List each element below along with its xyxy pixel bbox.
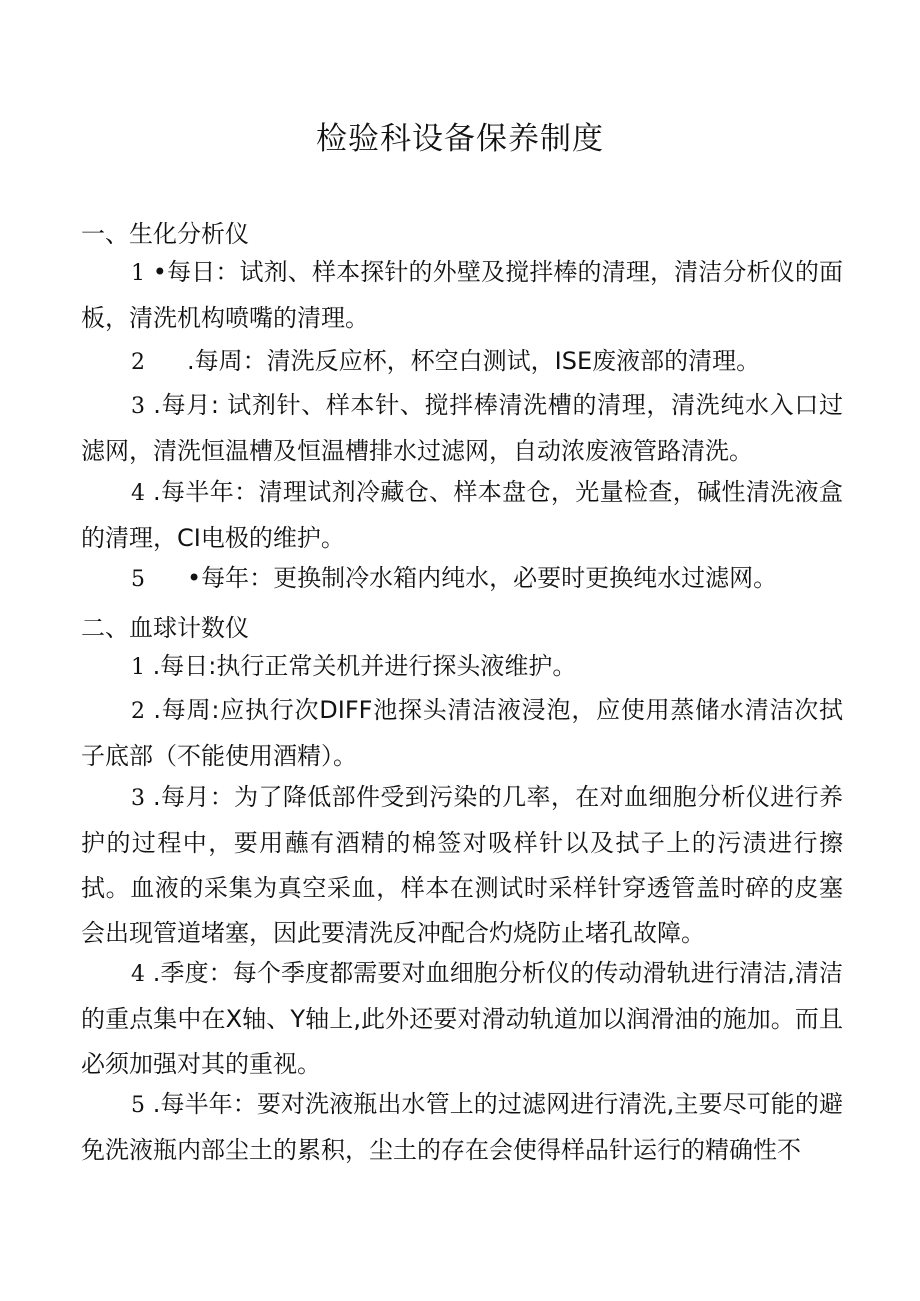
- item-number: 4: [131, 481, 145, 506]
- item-number: 1: [131, 655, 145, 680]
- item-number: 3: [131, 394, 145, 419]
- item-text: .每半年：要对洗液瓶出水管上的过滤网进行清洗,主要尽可能的避免洗液瓶内部尘土的累积，尘土的存在会使得样品针运行的精确性不: [81, 1090, 843, 1164]
- item-text: •每年：更换制冷水箱内纯水，必要时更换纯水过滤网。: [187, 564, 778, 592]
- item-number: 2: [131, 350, 145, 375]
- item-text: .每半年：清理试剂冷藏仓、样本盘仓，光量检查，碱性清洗液盒的清理，CI电极的维护。: [81, 478, 843, 552]
- list-item: [81, 470, 843, 561]
- item-number: 3: [131, 786, 145, 811]
- list-item: [81, 383, 843, 474]
- list-item: [81, 775, 843, 956]
- list-item: [81, 951, 843, 1087]
- section-heading-blood-counter: 二、血球计数仪: [81, 614, 249, 642]
- item-text: .每月：为了降低部件受到污染的几率，在对血细胞分析仪进行养护的过程中，要用蘸有酒精的棉签对吸样针以及拭子上的污渍进行擦拭。血液的采集为真空采血，样本在测试时采样针穿透管盖时碎的皮塞会出现管道堵塞，因此要清洗反冲配合灼烧防止堵孔故障。: [81, 783, 843, 947]
- item-text: •每日：试剂、样本探针的外壁及搅拌棒的清理，清洁分析仪的面板，清洗机构喷嘴的清理。: [81, 258, 843, 332]
- item-text: .每日:执行正常关机并进行探头液维护。: [152, 652, 577, 680]
- item-text: .每周：清洗反应杯，杯空白测试，ISE废液部的清理。: [187, 347, 761, 375]
- item-number: 5: [131, 567, 145, 592]
- list-item: [81, 556, 843, 602]
- list-item: [81, 644, 843, 690]
- item-text: .季度：每个季度都需要对血细胞分析仪的传动滑轨进行清洁,清洁的重点集中在X轴、Y轴上,此外还要对滑动轨道加以润滑油的施加。而且必须加强对其的重视。: [81, 959, 843, 1078]
- item-number: 2: [131, 699, 145, 724]
- item-number: 4: [131, 962, 145, 987]
- document-title: 检验科设备保养制度: [316, 121, 604, 157]
- list-item: [81, 250, 843, 341]
- item-text: .每月: 试剂针、样本针、搅拌棒清洗槽的清理，清洗纯水入口过滤网，清洗恒温槽及恒温槽排水过滤网，自动浓废液管路清洗。: [81, 391, 843, 465]
- item-number: 5: [131, 1093, 145, 1118]
- list-item: [81, 1082, 843, 1173]
- item-number: 1: [131, 261, 145, 286]
- list-item: [81, 688, 843, 779]
- list-item: [81, 339, 843, 385]
- item-text: .每周:应执行次DIFF池探头清洁液浸泡，应使用蒸储水清洁次拭子底部（不能使用酒精）。: [81, 696, 843, 770]
- section-heading-biochemistry: 一、生化分析仪: [81, 220, 249, 248]
